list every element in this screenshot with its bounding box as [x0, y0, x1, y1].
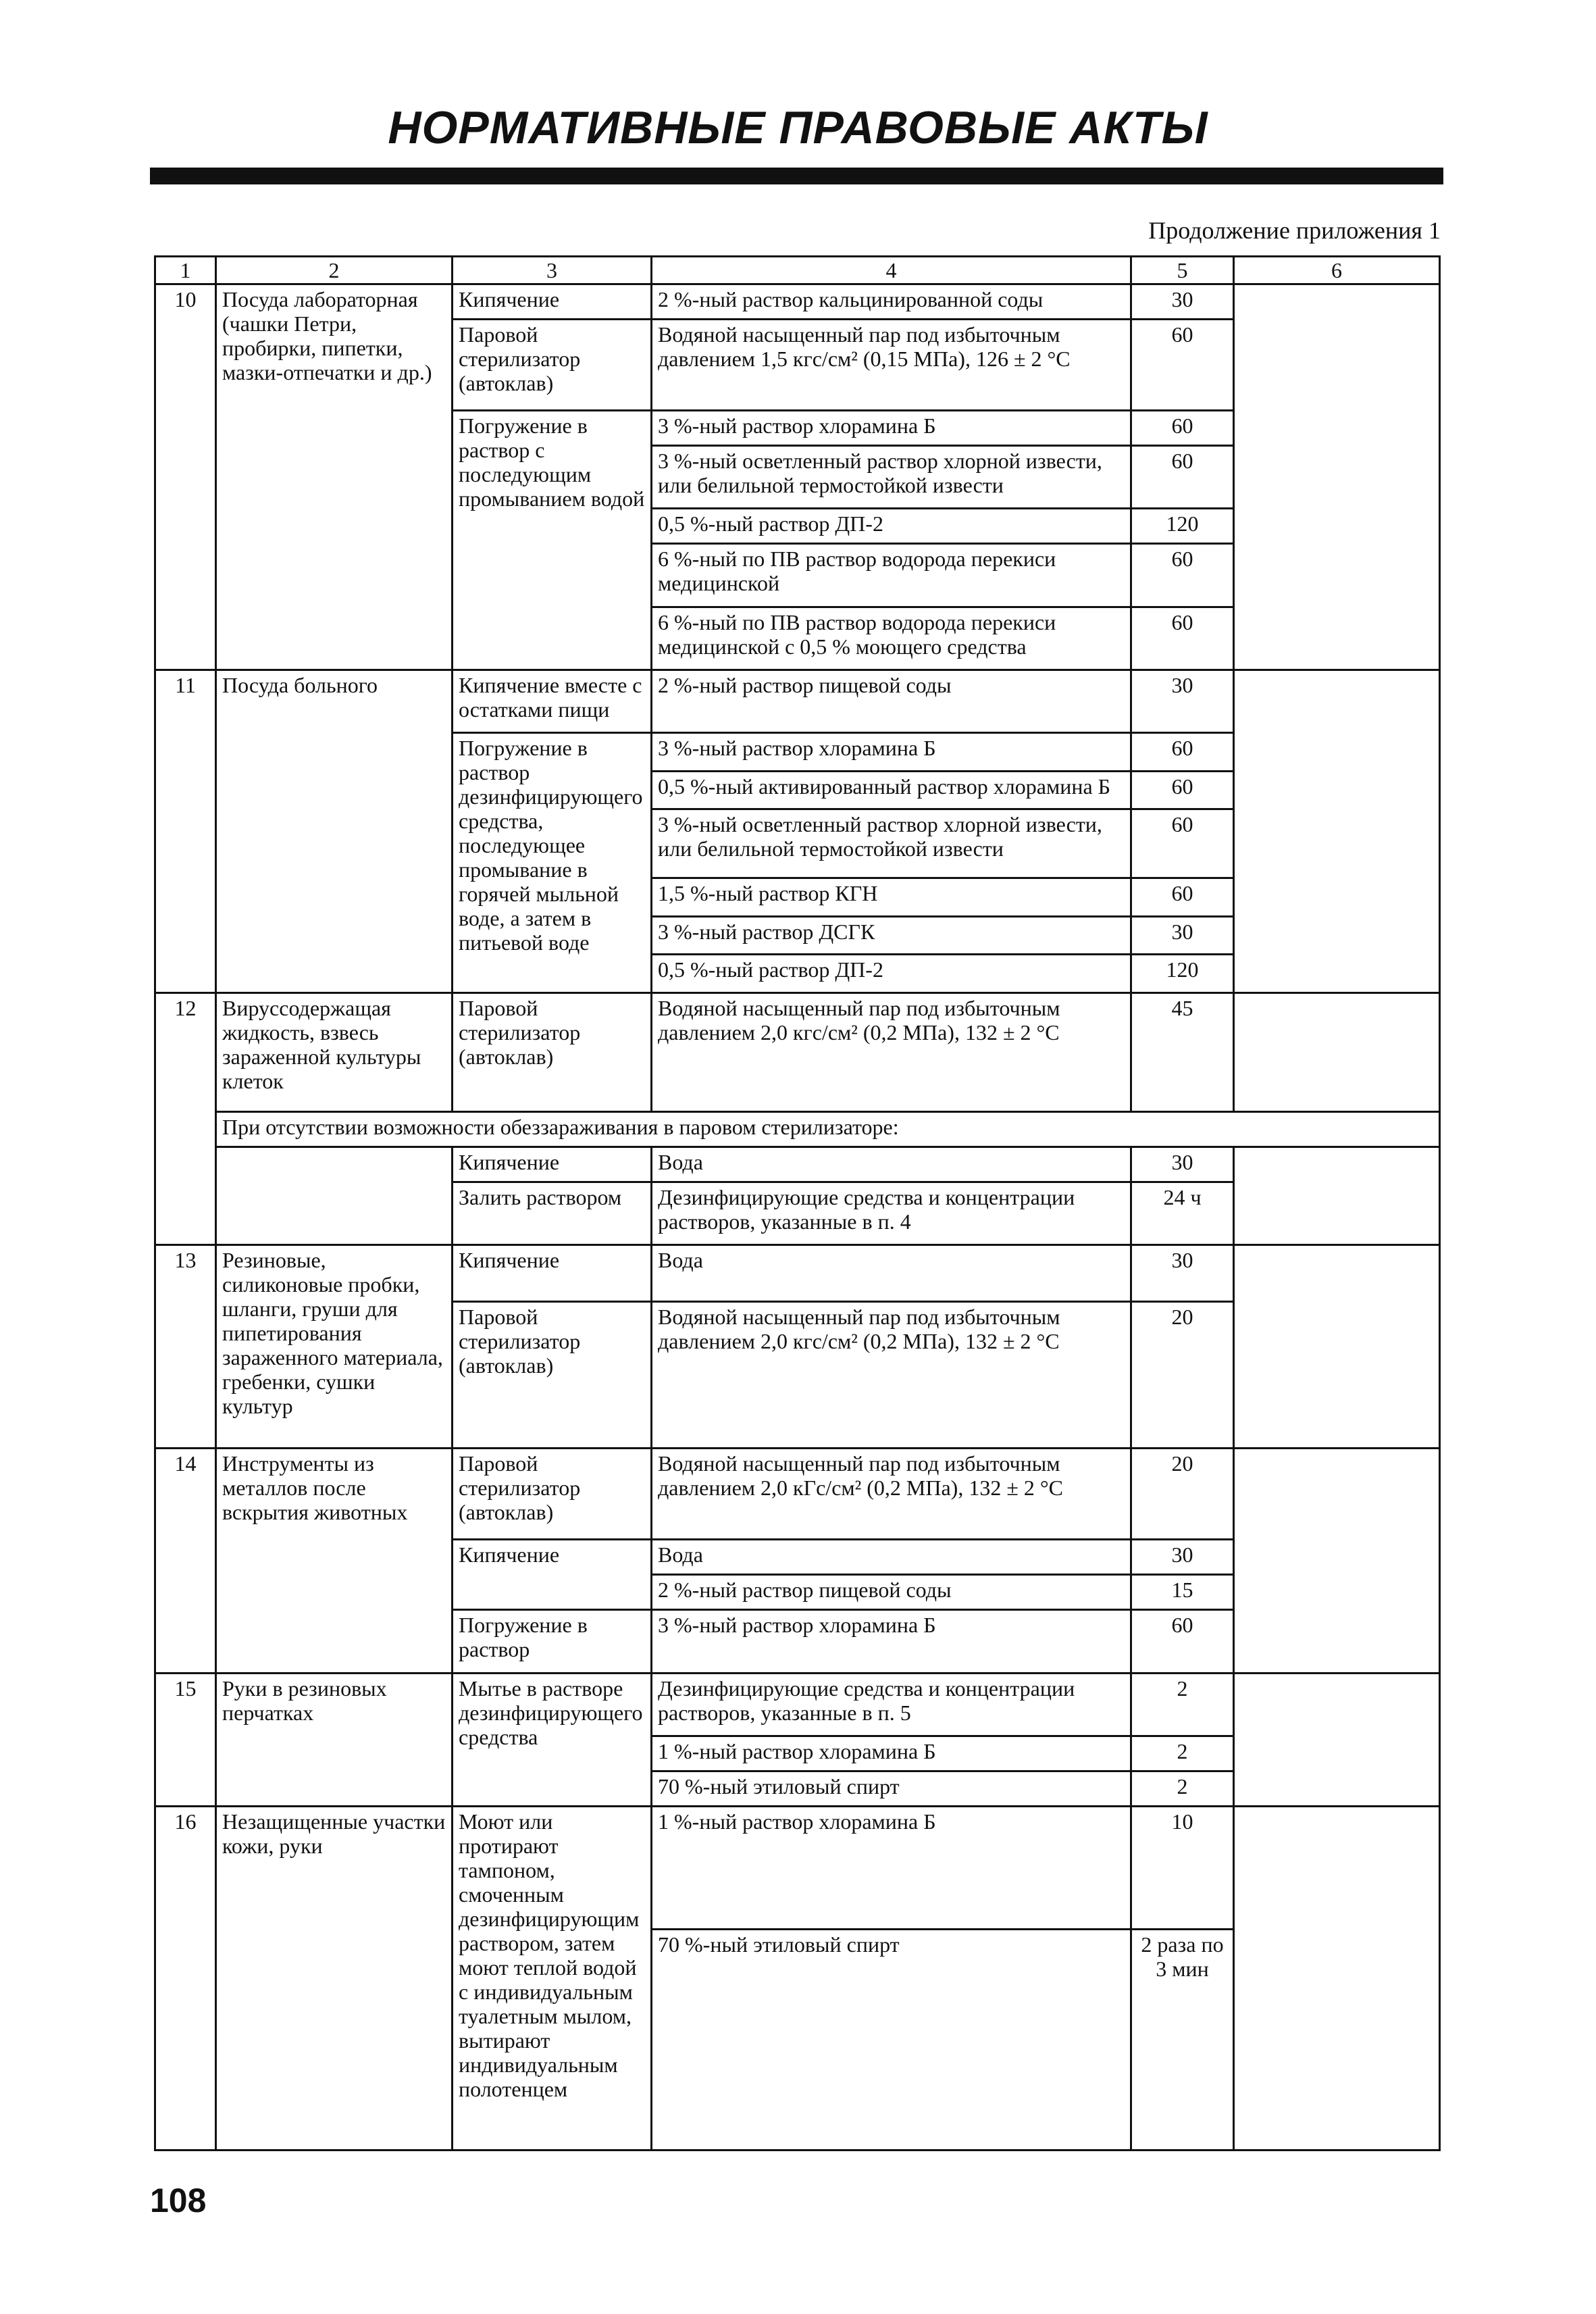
time-cell: 15 [1131, 1575, 1234, 1610]
method-cell: Мытье в растворе дезинфицирующего средства [453, 1673, 652, 1806]
agent-cell: Водяной насыщенный пар под избыточным давлением 2,0 кгс/см² (0,2 МПа), 132 ± 2 °С [652, 1301, 1131, 1448]
object-cell-empty [216, 1147, 453, 1245]
table-row [155, 1806, 1440, 1929]
agent-cell: 2 %-ный раствор кальцинированной соды [652, 284, 1131, 320]
column-header: 5 [1131, 257, 1234, 284]
row-number: 15 [155, 1673, 216, 1806]
table-header-row [155, 257, 1440, 284]
column-header: 2 [216, 257, 453, 284]
agent-cell: 1 %-ный раствор хлорамина Б [652, 1806, 1131, 1929]
note-row [155, 1112, 1440, 1147]
time-cell: 10 [1131, 1806, 1234, 1929]
time-cell: 60 [1131, 1610, 1234, 1673]
object-cell: Посуда больного [216, 670, 453, 993]
object-cell: Резиновые, силиконовые пробки, шланги, груши для пипетирования зараженного материала, гребенки, сушки культур [216, 1245, 453, 1449]
time-cell: 24 ч [1131, 1182, 1234, 1244]
agent-cell: 0,5 %-ный активированный раствор хлорамина Б [652, 771, 1131, 809]
notes-cell [1234, 670, 1440, 993]
method-cell: Паровой стерилизатор (автоклав) [453, 319, 652, 410]
method-cell: Кипячение [453, 1245, 652, 1302]
method-cell: Погружение в раствор с последующим промыванием водой [453, 410, 652, 670]
time-cell: 2 [1131, 1736, 1234, 1771]
agent-cell: 70 %-ный этиловый спирт [652, 1929, 1131, 2150]
time-cell: 20 [1131, 1301, 1234, 1448]
time-cell: 30 [1131, 1147, 1234, 1182]
agent-cell: Водяной насыщенный пар под избыточным давлением 1,5 кгс/см² (0,15 МПа), 126 ± 2 °С [652, 319, 1131, 410]
disinfection-table [154, 255, 1441, 2151]
agent-cell: 3 %-ный раствор хлорамина Б [652, 733, 1131, 771]
agent-cell: 0,5 %-ный раствор ДП-2 [652, 955, 1131, 993]
agent-cell: 2 %-ный раствор пищевой соды [652, 670, 1131, 733]
time-cell: 30 [1131, 1245, 1234, 1302]
agent-cell: 6 %-ный по ПВ раствор водорода перекиси медицинской [652, 544, 1131, 607]
time-cell: 60 [1131, 809, 1234, 878]
notes-cell [1234, 1245, 1440, 1449]
method-cell: Погружение в раствор дезинфицирующего средства, последующее промывание в горячей мыльной воде, а затем в питьевой воде [453, 733, 652, 992]
object-cell: Посуда лабораторная (чашки Петри, пробирки, пипетки, мазки-отпечатки и др.) [216, 284, 453, 670]
time-cell: 2 [1131, 1771, 1234, 1807]
page-title: НОРМАТИВНЫЕ ПРАВОВЫЕ АКТЫ [388, 102, 1208, 153]
column-header: 4 [652, 257, 1131, 284]
row-number: 13 [155, 1245, 216, 1449]
row-number: 12 [155, 992, 216, 1245]
row-number: 10 [155, 284, 216, 670]
agent-cell: 6 %-ный по ПВ раствор водорода перекиси медицинской с 0,5 % моющего средства [652, 607, 1131, 670]
time-cell: 2 [1131, 1673, 1234, 1736]
time-cell: 30 [1131, 916, 1234, 954]
notes-cell [1234, 1806, 1440, 2150]
time-cell: 30 [1131, 284, 1234, 320]
notes-cell [1234, 1147, 1440, 1245]
time-cell: 60 [1131, 607, 1234, 670]
table-row [155, 1245, 1440, 1302]
method-cell: Кипячение [453, 1147, 652, 1182]
method-cell: Кипячение [453, 284, 652, 320]
agent-cell: Водяной насыщенный пар под избыточным давлением 2,0 кГс/см² (0,2 МПа), 132 ± 2 °С [652, 1449, 1131, 1540]
time-cell: 2 раза по 3 мин [1131, 1929, 1234, 2150]
notes-cell [1234, 284, 1440, 670]
agent-cell: 3 %-ный раствор хлорамина Б [652, 1610, 1131, 1673]
time-cell: 60 [1131, 319, 1234, 410]
row-number: 16 [155, 1806, 216, 2150]
column-header: 3 [453, 257, 652, 284]
time-cell: 20 [1131, 1449, 1234, 1540]
time-cell: 60 [1131, 733, 1234, 771]
notes-cell [1234, 1449, 1440, 1673]
method-cell: Паровой стерилизатор (автоклав) [453, 1301, 652, 1448]
method-cell: Кипячение вместе с остатками пищи [453, 670, 652, 733]
object-cell: Вируссодержащая жидкость, взвесь зараженной культуры клеток [216, 992, 453, 1112]
time-cell: 60 [1131, 445, 1234, 508]
agent-cell: Водяной насыщенный пар под избыточным давлением 2,0 кгс/см² (0,2 МПа), 132 ± 2 °С [652, 992, 1131, 1112]
time-cell: 30 [1131, 1540, 1234, 1575]
time-cell: 60 [1131, 544, 1234, 607]
agent-cell: Дезинфицирующие средства и концентрации растворов, указанные в п. 4 [652, 1182, 1131, 1244]
notes-cell [1234, 992, 1440, 1112]
object-cell: Инструменты из металлов после вскрытия животных [216, 1449, 453, 1673]
notes-cell [1234, 1673, 1440, 1806]
agent-cell: 70 %-ный этиловый спирт [652, 1771, 1131, 1807]
method-cell: Паровой стерилизатор (автоклав) [453, 1449, 652, 1540]
time-cell: 30 [1131, 670, 1234, 733]
object-cell: Незащищенные участки кожи, руки [216, 1806, 453, 2150]
agent-cell: Вода [652, 1540, 1131, 1575]
table-row [155, 284, 1440, 320]
continuation-note: Продолжение приложения 1 [1148, 217, 1441, 244]
column-header: 6 [1234, 257, 1440, 284]
table-row [155, 670, 1440, 733]
table-row [155, 992, 1440, 1112]
time-cell: 120 [1131, 955, 1234, 993]
agent-cell: 1,5 %-ный раствор КГН [652, 878, 1131, 916]
table-row [155, 1673, 1440, 1736]
agent-cell: 3 %-ный осветленный раствор хлорной извести, или белильной термостойкой извести [652, 445, 1131, 508]
method-cell: Залить раствором [453, 1182, 652, 1244]
agent-cell: 3 %-ный раствор хлорамина Б [652, 410, 1131, 445]
agent-cell: 3 %-ный раствор ДСГК [652, 916, 1131, 954]
agent-cell: Вода [652, 1147, 1131, 1182]
time-cell: 45 [1131, 992, 1234, 1112]
note-cell: При отсутствии возможности обеззараживания в паровом стерилизаторе: [216, 1112, 1440, 1147]
table-row [155, 1449, 1440, 1540]
agent-cell: 3 %-ный осветленный раствор хлорной извести, или белильной термостойкой извести [652, 809, 1131, 878]
header-rule [150, 168, 1443, 184]
time-cell: 60 [1131, 771, 1234, 809]
agent-cell: 0,5 %-ный раствор ДП-2 [652, 509, 1131, 544]
method-cell: Паровой стерилизатор (автоклав) [453, 992, 652, 1112]
time-cell: 120 [1131, 509, 1234, 544]
method-cell: Погружение в раствор [453, 1610, 652, 1673]
agent-cell: Дезинфицирующие средства и концентрации растворов, указанные в п. 5 [652, 1673, 1131, 1736]
time-cell: 60 [1131, 878, 1234, 916]
method-cell: Моют или протирают тампоном, смоченным дезинфицирующим раствором, затем моют теплой водой с индивидуальным туалетным мылом, вытирают индивидуальным полотенцем [453, 1806, 652, 2150]
agent-cell: Вода [652, 1245, 1131, 1302]
table-row [155, 1147, 1440, 1182]
object-cell: Руки в резиновых перчатках [216, 1673, 453, 1806]
agent-cell: 1 %-ный раствор хлорамина Б [652, 1736, 1131, 1771]
time-cell: 60 [1131, 410, 1234, 445]
row-number: 14 [155, 1449, 216, 1673]
agent-cell: 2 %-ный раствор пищевой соды [652, 1575, 1131, 1610]
row-number: 11 [155, 670, 216, 993]
method-cell: Кипячение [453, 1540, 652, 1610]
column-header: 1 [155, 257, 216, 284]
page-number: 108 [150, 2182, 207, 2219]
